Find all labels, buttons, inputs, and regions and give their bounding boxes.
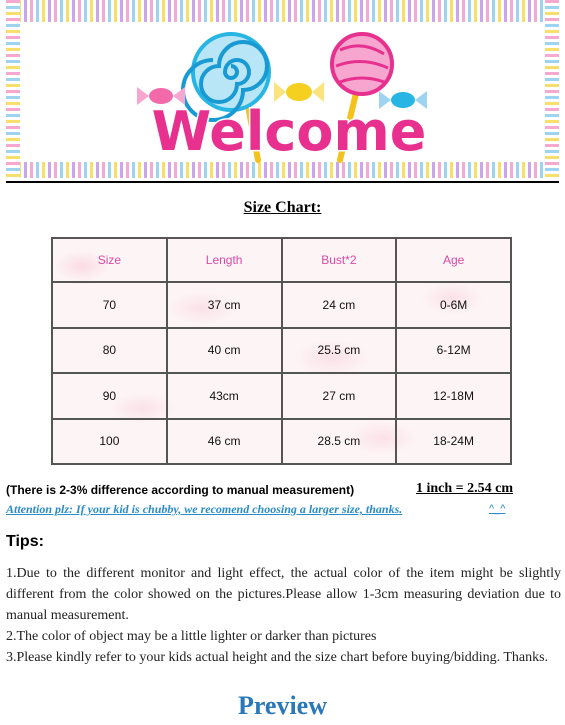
cell-size: 90 — [52, 373, 167, 419]
cell-bust: 28.5 cm — [282, 419, 397, 465]
table-row — [52, 419, 511, 465]
welcome-logo-text: Welcome — [151, 100, 427, 163]
smile-emoticon: ^_^ — [489, 503, 506, 515]
preview-heading: Preview — [237, 691, 328, 720]
table-header-row — [52, 238, 511, 282]
table-row — [52, 373, 511, 419]
tip-item: 2.The color of object may be a little lighter or darker than pictures — [6, 629, 377, 644]
cell-bust: 24 cm — [282, 282, 397, 328]
wrapped-candy-middle — [274, 82, 324, 102]
cell-length: 37 cm — [167, 282, 282, 328]
cell-length: 46 cm — [167, 419, 282, 465]
cell-age: 6-12M — [396, 328, 511, 374]
measurement-difference-note: (There is 2-3% difference according to manual measurement) — [6, 483, 355, 497]
table-row — [52, 282, 511, 328]
banner-divider — [6, 181, 559, 183]
table-row — [52, 328, 511, 374]
tip-item: 1.Due to the different monitor and light effect, the actual color of the item might be slightly different from the color showed on the pictures.Please allow 1-3cm measuring deviation due to manual measurement. — [6, 566, 561, 623]
header-length: Length — [167, 238, 282, 282]
size-chart-title: Size Chart: — [243, 199, 322, 216]
tips-list — [6, 563, 561, 668]
cell-length: 43cm — [167, 373, 282, 419]
attention-note: Attention plz: If your kid is chubby, we recomend choosing a larger size, thanks. — [6, 502, 403, 516]
cell-length: 40 cm — [167, 328, 282, 374]
size-chart-table — [51, 237, 512, 465]
header-size: Size — [52, 238, 167, 282]
cell-bust: 27 cm — [282, 373, 397, 419]
inch-conversion: 1 inch = 2.54 cm — [416, 481, 514, 496]
tip-item: 3.Please kindly refer to your kids actual height and the size chart before buying/bidding. Thanks. — [6, 650, 549, 665]
cell-size: 70 — [52, 282, 167, 328]
header-age: Age — [396, 238, 511, 282]
cell-age: 12-18M — [396, 373, 511, 419]
cell-size: 80 — [52, 328, 167, 374]
tips-heading: Tips: — [6, 533, 44, 550]
cell-bust: 25.5 cm — [282, 328, 397, 374]
cell-age: 18-24M — [396, 419, 511, 465]
candy-illustration — [6, 0, 559, 178]
welcome-banner — [6, 0, 559, 178]
cell-size: 100 — [52, 419, 167, 465]
header-bust: Bust*2 — [282, 238, 397, 282]
cell-age: 0-6M — [396, 282, 511, 328]
